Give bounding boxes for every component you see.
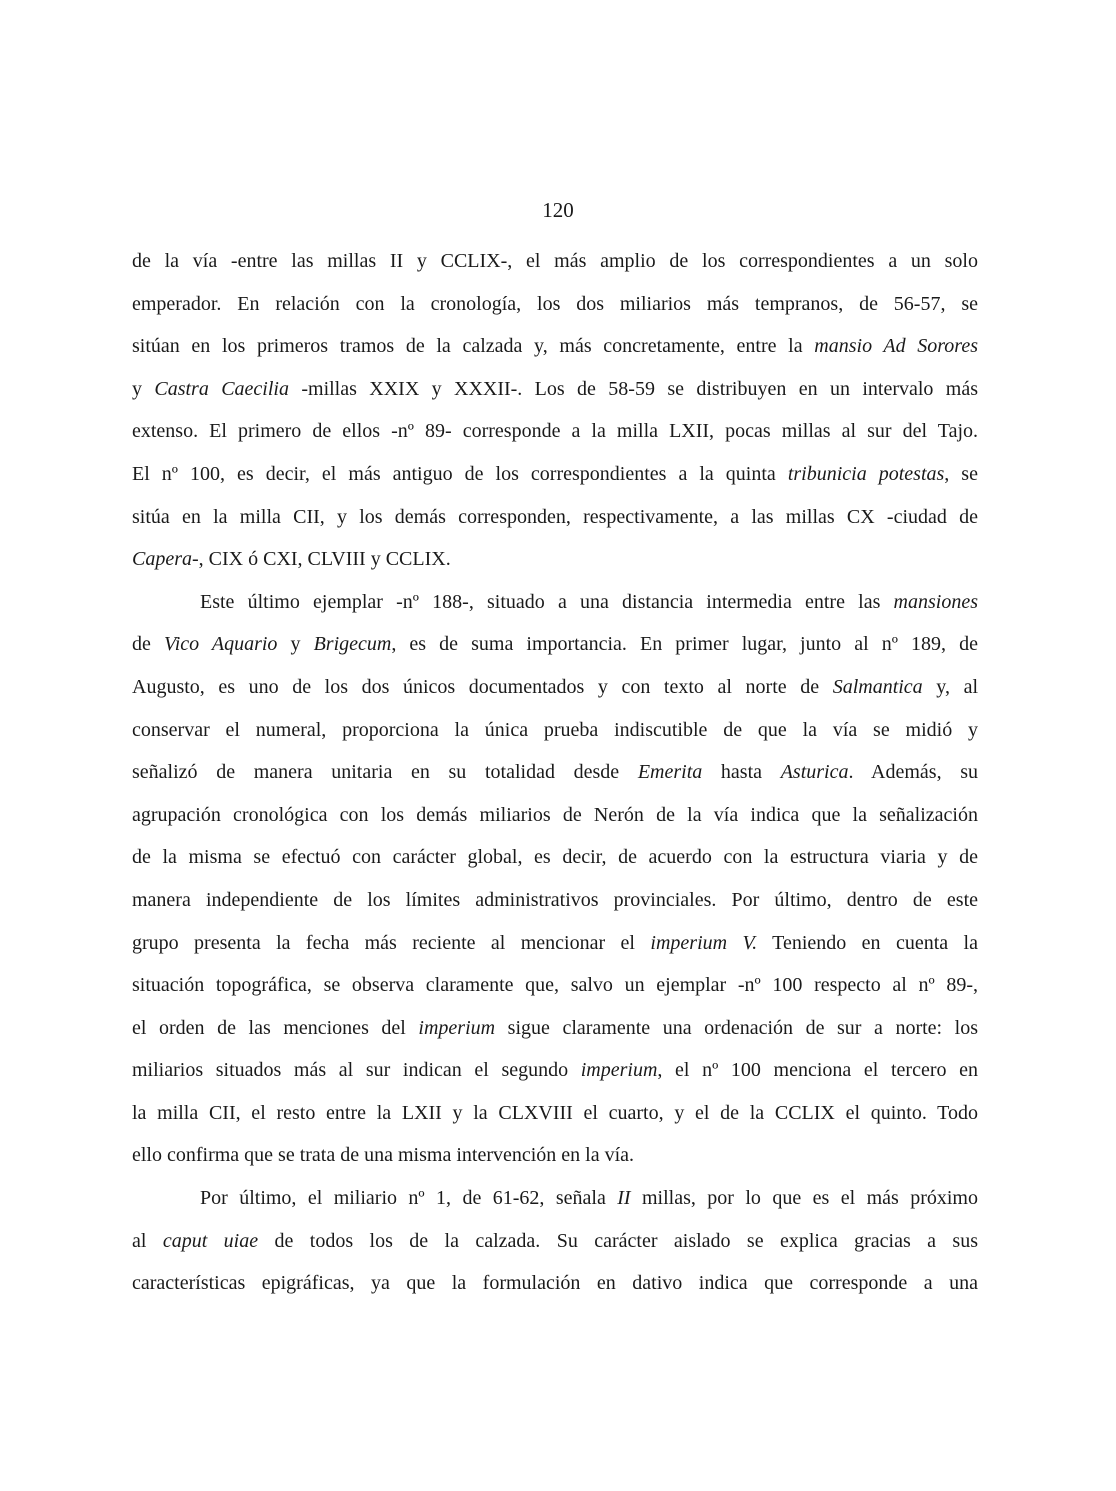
text-line: [132, 496, 978, 539]
italic-text: Vico Aquario: [163, 633, 278, 656]
text-segment: , es de suma importancia. En primer lugar, junto al nº 189, de: [391, 633, 978, 656]
text-line: [132, 368, 978, 411]
page-number: 120: [542, 198, 574, 222]
italic-text: imperium: [418, 1016, 496, 1039]
text-segment: Por último, el miliario nº 1, de 61-62, señala: [200, 1187, 618, 1210]
text-line: [132, 666, 978, 709]
italic-text: Emerita: [637, 761, 703, 784]
text-line: [132, 1134, 978, 1177]
text-line: [132, 794, 978, 837]
text-line: [132, 623, 978, 666]
text-segment: , CIX ó CXI, CLVIII y CCLIX.: [198, 548, 451, 571]
italic-text: II: [617, 1187, 631, 1210]
text-segment: características epigráficas, ya que la formulación en dativo indica que corresponde a una: [132, 1272, 978, 1295]
text-line: [132, 1049, 978, 1092]
text-segment: el orden de las menciones del: [132, 1016, 419, 1039]
text-segment: y: [132, 377, 155, 400]
italic-text: imperium V.: [650, 931, 758, 954]
text-segment: señalizó de manera unitaria en su totalidad desde: [132, 761, 638, 784]
text-line: [132, 581, 978, 624]
text-segment: de la vía -entre las millas II y CCLIX-, el más amplio de los correspondientes a un solo: [132, 250, 978, 272]
text-line: [132, 453, 978, 496]
text-segment: Este último ejemplar -nº 188-, situado a una distancia intermedia entre las: [200, 590, 894, 613]
text-line: [132, 1092, 978, 1135]
text-segment: hasta: [702, 761, 781, 784]
text-line: [132, 1007, 978, 1050]
text-segment: grupo presenta la fecha más reciente al mencionar el: [132, 931, 651, 954]
text-segment: El nº 100, es decir, el más antiguo de los correspondientes a la quinta: [132, 462, 788, 485]
text-line: [132, 1262, 978, 1305]
italic-text: Brigecum: [313, 633, 392, 656]
text-segment: emperador. En relación con la cronología, los dos miliarios más tempranos, de 56-57, se: [132, 292, 978, 315]
text-line: [132, 538, 978, 581]
text-segment: , se: [944, 462, 978, 485]
text-segment: miliarios situados más al sur indican el segundo: [132, 1059, 581, 1082]
text-line: [132, 879, 978, 922]
text-segment: y: [277, 633, 314, 656]
text-segment: de todos los de la calzada. Su carácter aislado se explica gracias a sus: [258, 1229, 978, 1252]
text-line: [132, 1220, 978, 1263]
text-line: [132, 836, 978, 879]
text-segment: sigue claramente una ordenación de sur a norte: los: [495, 1016, 978, 1039]
text-segment: situación topográfica, se observa claramente que, salvo un ejemplar -nº 100 respecto al nº 89-,: [132, 974, 978, 997]
text-line: [132, 709, 978, 752]
italic-text: Capera-: [132, 548, 199, 571]
text-segment: al: [132, 1229, 163, 1252]
text-segment: y, al: [922, 675, 978, 698]
text-segment: -millas XXIX y XXXII-. Los de 58-59 se distribuyen en un intervalo más: [288, 377, 978, 400]
italic-text: imperium: [580, 1059, 658, 1082]
italic-text: mansio Ad Sorores: [814, 335, 978, 358]
text-segment: de la misma se efectuó con carácter global, es decir, de acuerdo con la estructura viaria y de: [132, 846, 978, 869]
italic-text: tribunicia potestas: [787, 462, 945, 485]
text-segment: Teniendo en cuenta la: [757, 931, 978, 954]
italic-text: caput uiae: [162, 1229, 259, 1252]
text-segment: millas, por lo que es el más próximo: [630, 1187, 978, 1210]
text-line: [132, 1177, 978, 1220]
text-segment: conservar el numeral, proporciona la única prueba indiscutible de que la vía se midió y: [132, 718, 978, 741]
text-segment: ello confirma que se trata de una misma intervención en la vía.: [132, 1144, 635, 1167]
text-line: [132, 240, 978, 283]
text-segment: manera independiente de los límites administrativos provinciales. Por último, dentro de este: [132, 888, 978, 911]
text-segment: agrupación cronológica con los demás miliarios de Nerón de la vía indica que la señalización: [132, 803, 978, 826]
italic-text: Salmantica: [832, 675, 923, 698]
italic-text: mansiones: [893, 590, 978, 613]
italic-text: Castra Caecilia: [154, 377, 289, 400]
text-line: [132, 751, 978, 794]
text-segment: extenso. El primero de ellos -nº 89- corresponde a la milla LXII, pocas millas al sur del Tajo.: [132, 420, 978, 443]
body-text: [132, 240, 978, 1305]
text-segment: la milla CII, el resto entre la LXII y la CLXVIII el cuarto, y el de la CCLIX el quinto. Todo: [132, 1101, 978, 1124]
text-line: [132, 922, 978, 965]
text-segment: , el nº 100 menciona el tercero en: [657, 1059, 978, 1082]
text-segment: sitúa en la milla CII, y los demás corresponden, respectivamente, a las millas CX -ciudad de: [132, 505, 978, 528]
text-segment: Augusto, es uno de los dos únicos documentados y con texto al norte de: [132, 675, 833, 698]
italic-text: Asturica: [780, 761, 849, 784]
text-segment: de: [132, 633, 164, 656]
text-line: [132, 410, 978, 453]
text-line: [132, 283, 978, 326]
text-line: [132, 325, 978, 368]
text-segment: . Además, su: [848, 761, 978, 784]
text-segment: sitúan en los primeros tramos de la calzada y, más concretamente, entre la: [132, 335, 815, 358]
text-line: [132, 964, 978, 1007]
